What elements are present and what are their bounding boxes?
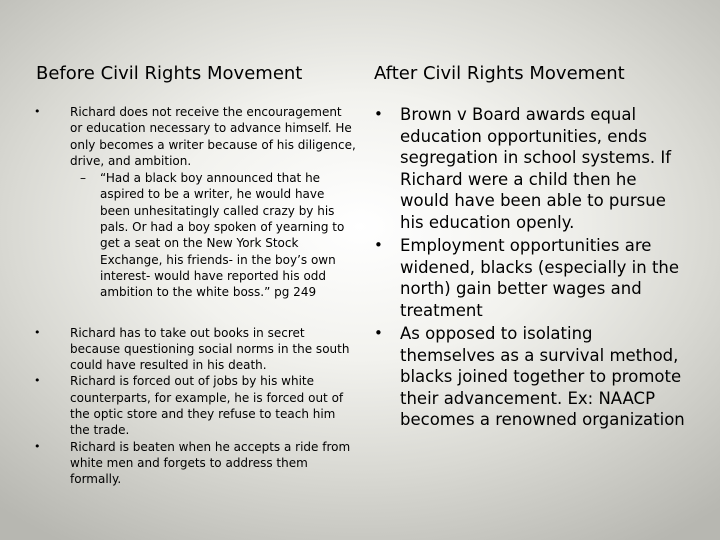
after-heading: After Civil Rights Movement [374, 63, 625, 84]
before-item-3: • Richard is forced out of jobs by his white counterparts, for example, he is forced out of the optic store and they refuse to teach him the trade. [36, 373, 356, 438]
before-item-4: • Richard is beaten when he accepts a ride from white men and forgets to address them formally. [36, 439, 356, 488]
before-item-1 [36, 104, 356, 301]
after-item-1: • Brown v Board awards equal education opportunities, ends segregation in school systems. If Richard were a child then he would have been able to pursue his education openly. [374, 104, 686, 233]
before-column [36, 62, 356, 488]
after-item-2: • Employment opportunities are widened, blacks (especially in the north) gain better wages and treatment [374, 235, 686, 321]
before-item-2: • Richard has to take out books in secret because questioning social norms in the south could have resulted in his death. [36, 325, 356, 374]
after-item-3: • As opposed to isolating themselves as a survival method, blacks joined together to promote their advancement. Ex: NAACP becomes a renowned organization [374, 323, 686, 431]
before-list [36, 104, 356, 488]
before-heading: Before Civil Rights Movement [36, 63, 303, 84]
quote-subitem [70, 170, 356, 300]
after-list [374, 104, 686, 431]
before-item-1-text: Richard does not receive the encouragement or education necessary to advance himself. He only becomes a writer because of his diligence, drive, and ambition. [70, 105, 356, 168]
sub-dash: – [80, 171, 86, 186]
after-column [374, 62, 686, 431]
quote-text: “Had a black boy announced that he aspired to be a writer, he would have been unhesitatingly called crazy by his pals. Or had a boy spoken of yearning to get a seat on the New York Stock Exchange, his friends- in the boy’s own interest- would have reported his odd ambition to the white boss.” pg 249 [100, 171, 345, 300]
